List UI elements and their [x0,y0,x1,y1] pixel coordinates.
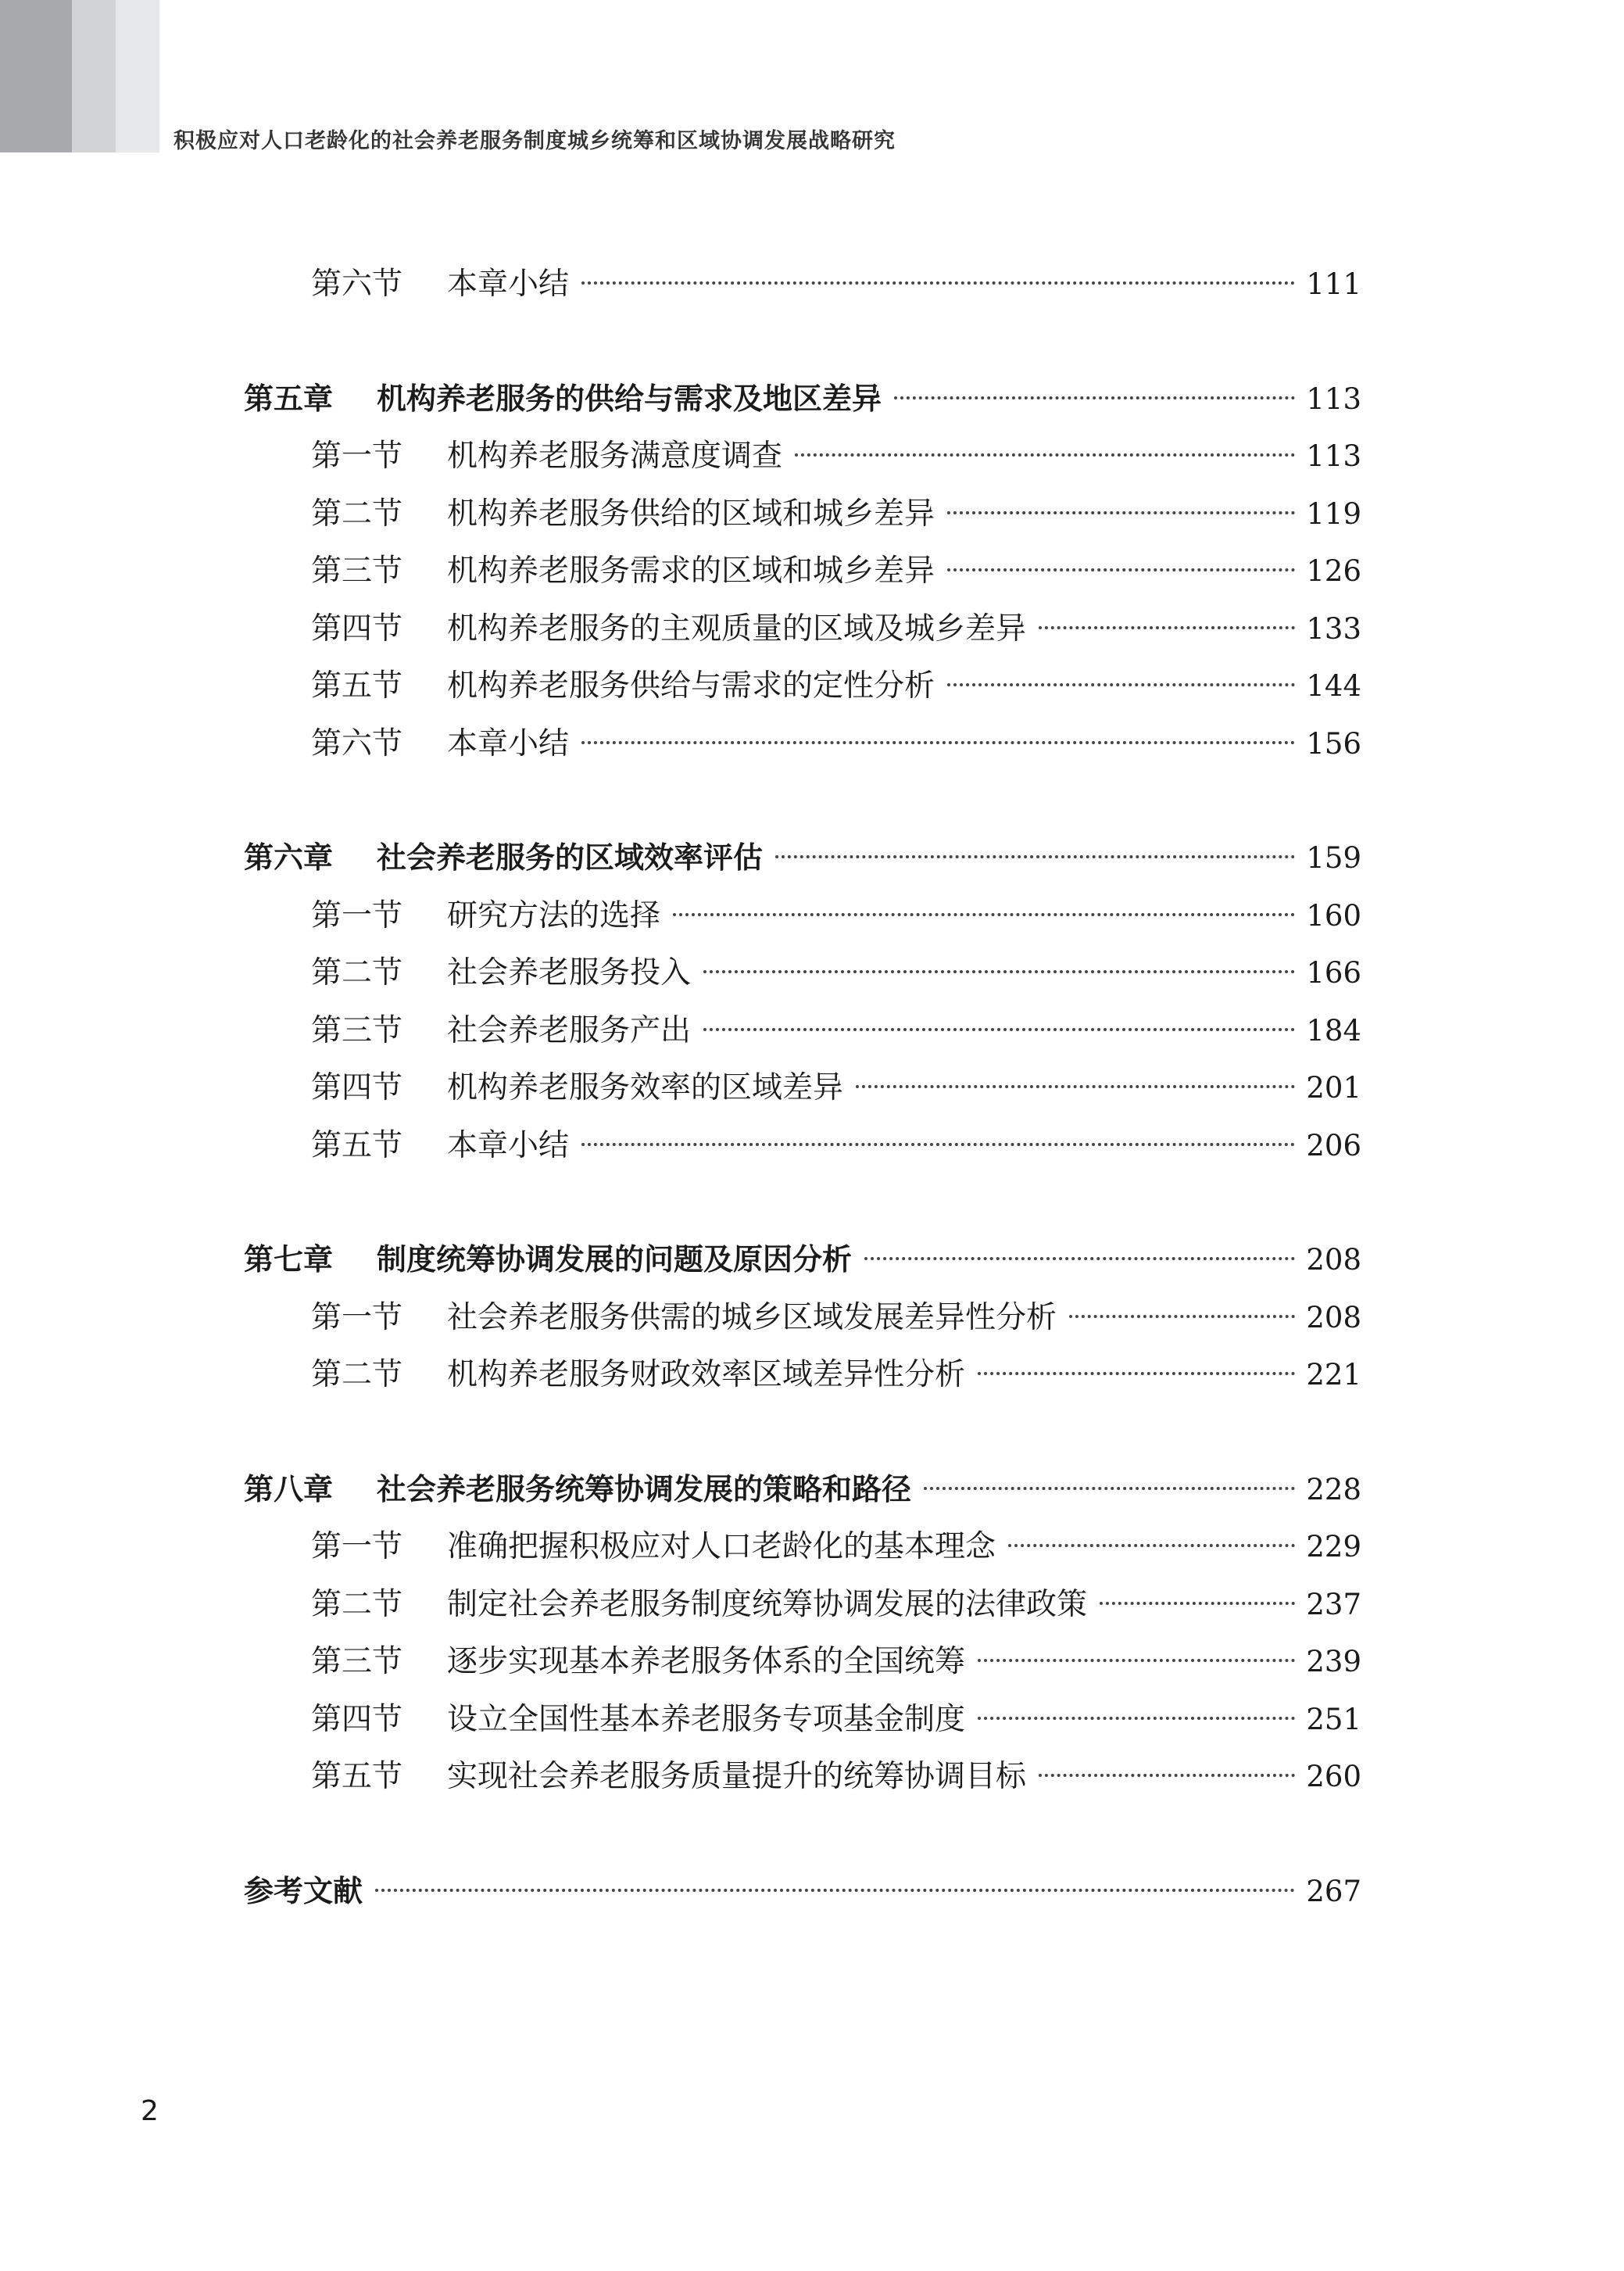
dot-leader [795,453,1295,457]
dot-leader [856,1085,1295,1088]
toc-section-entry[interactable] [244,1637,1361,1695]
section-number: 第二节 [311,1357,403,1392]
section-title: 实现社会养老服务质量提升的统筹协调目标 [447,1759,1027,1794]
section-title: 研究方法的选择 [447,897,661,933]
toc-section-entry[interactable] [244,1522,1361,1580]
page-ref: 267 [1306,1874,1361,1908]
toc-section-entry[interactable] [244,1006,1361,1064]
toc-section-entry[interactable] [244,1695,1361,1753]
toc-section-entry[interactable] [244,719,1361,777]
dot-leader [1069,1315,1295,1318]
dot-leader [924,1487,1295,1490]
section-title: 设立全国性基本养老服务专项基金制度 [447,1701,966,1737]
toc-section-entry[interactable] [244,948,1361,1006]
chapter-title: 社会养老服务统筹协调发展的策略和路径 [377,1471,912,1506]
chapter-title: 社会养老服务的区域效率评估 [377,840,764,875]
section-number: 第三节 [311,1012,403,1048]
page-ref: 208 [1306,1243,1361,1277]
section-title: 本章小结 [447,1127,570,1163]
section-title: 本章小结 [447,267,570,302]
dot-leader [581,281,1295,285]
toc-section-entry[interactable] [244,891,1361,949]
dot-leader [978,1372,1295,1375]
dot-leader [1008,1544,1295,1547]
section-number: 第五节 [311,1759,403,1794]
chapter-number: 第七章 [244,1242,334,1277]
section-title: 社会养老服务投入 [447,955,692,990]
toc-references-entry[interactable] [244,1867,1361,1925]
dot-leader [1039,1774,1295,1777]
toc-section-entry[interactable] [244,432,1361,489]
page-ref: 229 [1306,1530,1361,1564]
chapter-number: 第六章 [244,840,334,875]
section-title: 本章小结 [447,725,570,761]
dot-leader [775,855,1295,858]
toc-chapter-entry[interactable] [244,374,1361,432]
page-ref: 144 [1306,669,1361,703]
dot-leader [978,1659,1295,1662]
dot-leader [1039,626,1295,629]
dot-leader [673,913,1295,916]
toc-section-entry[interactable] [244,1063,1361,1121]
dot-leader [894,396,1295,399]
section-number: 第三节 [311,1644,403,1679]
chapter-number: 第八章 [244,1471,334,1506]
chapter-title: 制度统筹协调发展的问题及原因分析 [377,1242,853,1277]
page-ref: 166 [1306,956,1361,990]
section-number: 第二节 [311,955,403,990]
toc-section-entry[interactable] [244,1580,1361,1638]
page-ref: 260 [1306,1760,1361,1793]
section-title: 社会养老服务供需的城乡区域发展差异性分析 [447,1299,1057,1335]
page-ref: 160 [1306,898,1361,933]
section-title: 机构养老服务财政效率区域差异性分析 [447,1357,966,1392]
page-ref: 119 [1306,496,1361,531]
toc-section-entry[interactable] [244,489,1361,547]
page-ref: 208 [1306,1300,1361,1334]
references-title: 参考文献 [244,1873,363,1908]
dot-leader [581,1143,1295,1146]
page-ref: 113 [1306,381,1361,416]
section-number: 第五节 [311,668,403,704]
dot-leader [947,511,1295,514]
page-ref: 133 [1306,611,1361,646]
section-title: 逐步实现基本养老服务体系的全国统筹 [447,1644,966,1679]
section-number: 第四节 [311,1701,403,1737]
dot-leader [947,568,1295,571]
page-ref: 221 [1306,1358,1361,1392]
toc-section-entry[interactable] [244,260,1361,317]
dot-leader [703,1028,1295,1031]
toc-section-entry[interactable] [244,661,1361,719]
section-number: 第二节 [311,1586,403,1622]
chapter-title: 机构养老服务的供给与需求及地区差异 [377,381,882,416]
header-decoration-block [116,0,159,152]
dot-leader [581,741,1295,744]
section-title: 准确把握积极应对人口老龄化的基本理念 [447,1529,996,1564]
section-title: 机构养老服务满意度调查 [447,439,783,474]
dot-leader [864,1257,1295,1260]
section-number: 第六节 [311,267,403,302]
section-title: 制定社会养老服务制度统筹协调发展的法律政策 [447,1586,1088,1622]
section-title: 机构养老服务供给的区域和城乡差异 [447,496,935,532]
page-ref: 237 [1306,1587,1361,1621]
section-title: 机构养老服务供给与需求的定性分析 [447,668,935,704]
toc-section-entry[interactable] [244,1293,1361,1351]
section-number: 第一节 [311,1299,403,1335]
toc-section-entry[interactable] [244,546,1361,604]
section-number: 第四节 [311,1070,403,1105]
section-title: 机构养老服务的主观质量的区域及城乡差异 [447,611,1027,647]
section-number: 第四节 [311,611,403,647]
toc-chapter-entry[interactable] [244,833,1361,891]
toc-section-entry[interactable] [244,1350,1361,1408]
header-decoration-block [72,0,116,152]
section-number: 第一节 [311,1529,403,1564]
page-ref: 184 [1306,1013,1361,1048]
toc-chapter-entry[interactable] [244,1235,1361,1293]
toc-section-entry[interactable] [244,604,1361,662]
page-ref: 228 [1306,1472,1361,1506]
page-number: 2 [141,2095,159,2127]
dot-leader [703,970,1295,973]
page-ref: 111 [1306,267,1361,301]
dot-leader [978,1717,1295,1720]
section-number: 第六节 [311,725,403,761]
page-ref: 113 [1306,439,1361,473]
page-ref: 251 [1306,1702,1361,1736]
page-ref: 159 [1306,841,1361,875]
running-head-title: 积极应对人口老龄化的社会养老服务制度城乡统筹和区域协调发展战略研究 [173,129,896,153]
page-ref: 156 [1306,726,1361,761]
toc-section-entry[interactable] [244,1752,1361,1810]
section-number: 第一节 [311,897,403,933]
page-ref: 126 [1306,554,1361,588]
section-title: 社会养老服务产出 [447,1012,692,1048]
dot-leader [1100,1602,1295,1605]
section-number: 第一节 [311,439,403,474]
page-ref: 201 [1306,1071,1361,1105]
section-number: 第三节 [311,553,403,589]
toc-section-entry[interactable] [244,1121,1361,1179]
table-of-contents [244,260,1361,1924]
chapter-number: 第五章 [244,381,334,416]
dot-leader [947,683,1295,686]
page-ref: 206 [1306,1128,1361,1162]
section-title: 机构养老服务效率的区域差异 [447,1070,844,1105]
header-decoration-block [0,0,72,152]
dot-leader [375,1889,1295,1892]
section-number: 第五节 [311,1127,403,1163]
page-ref: 239 [1306,1645,1361,1678]
toc-chapter-entry[interactable] [244,1465,1361,1523]
section-title: 机构养老服务需求的区域和城乡差异 [447,553,935,589]
section-number: 第二节 [311,496,403,532]
